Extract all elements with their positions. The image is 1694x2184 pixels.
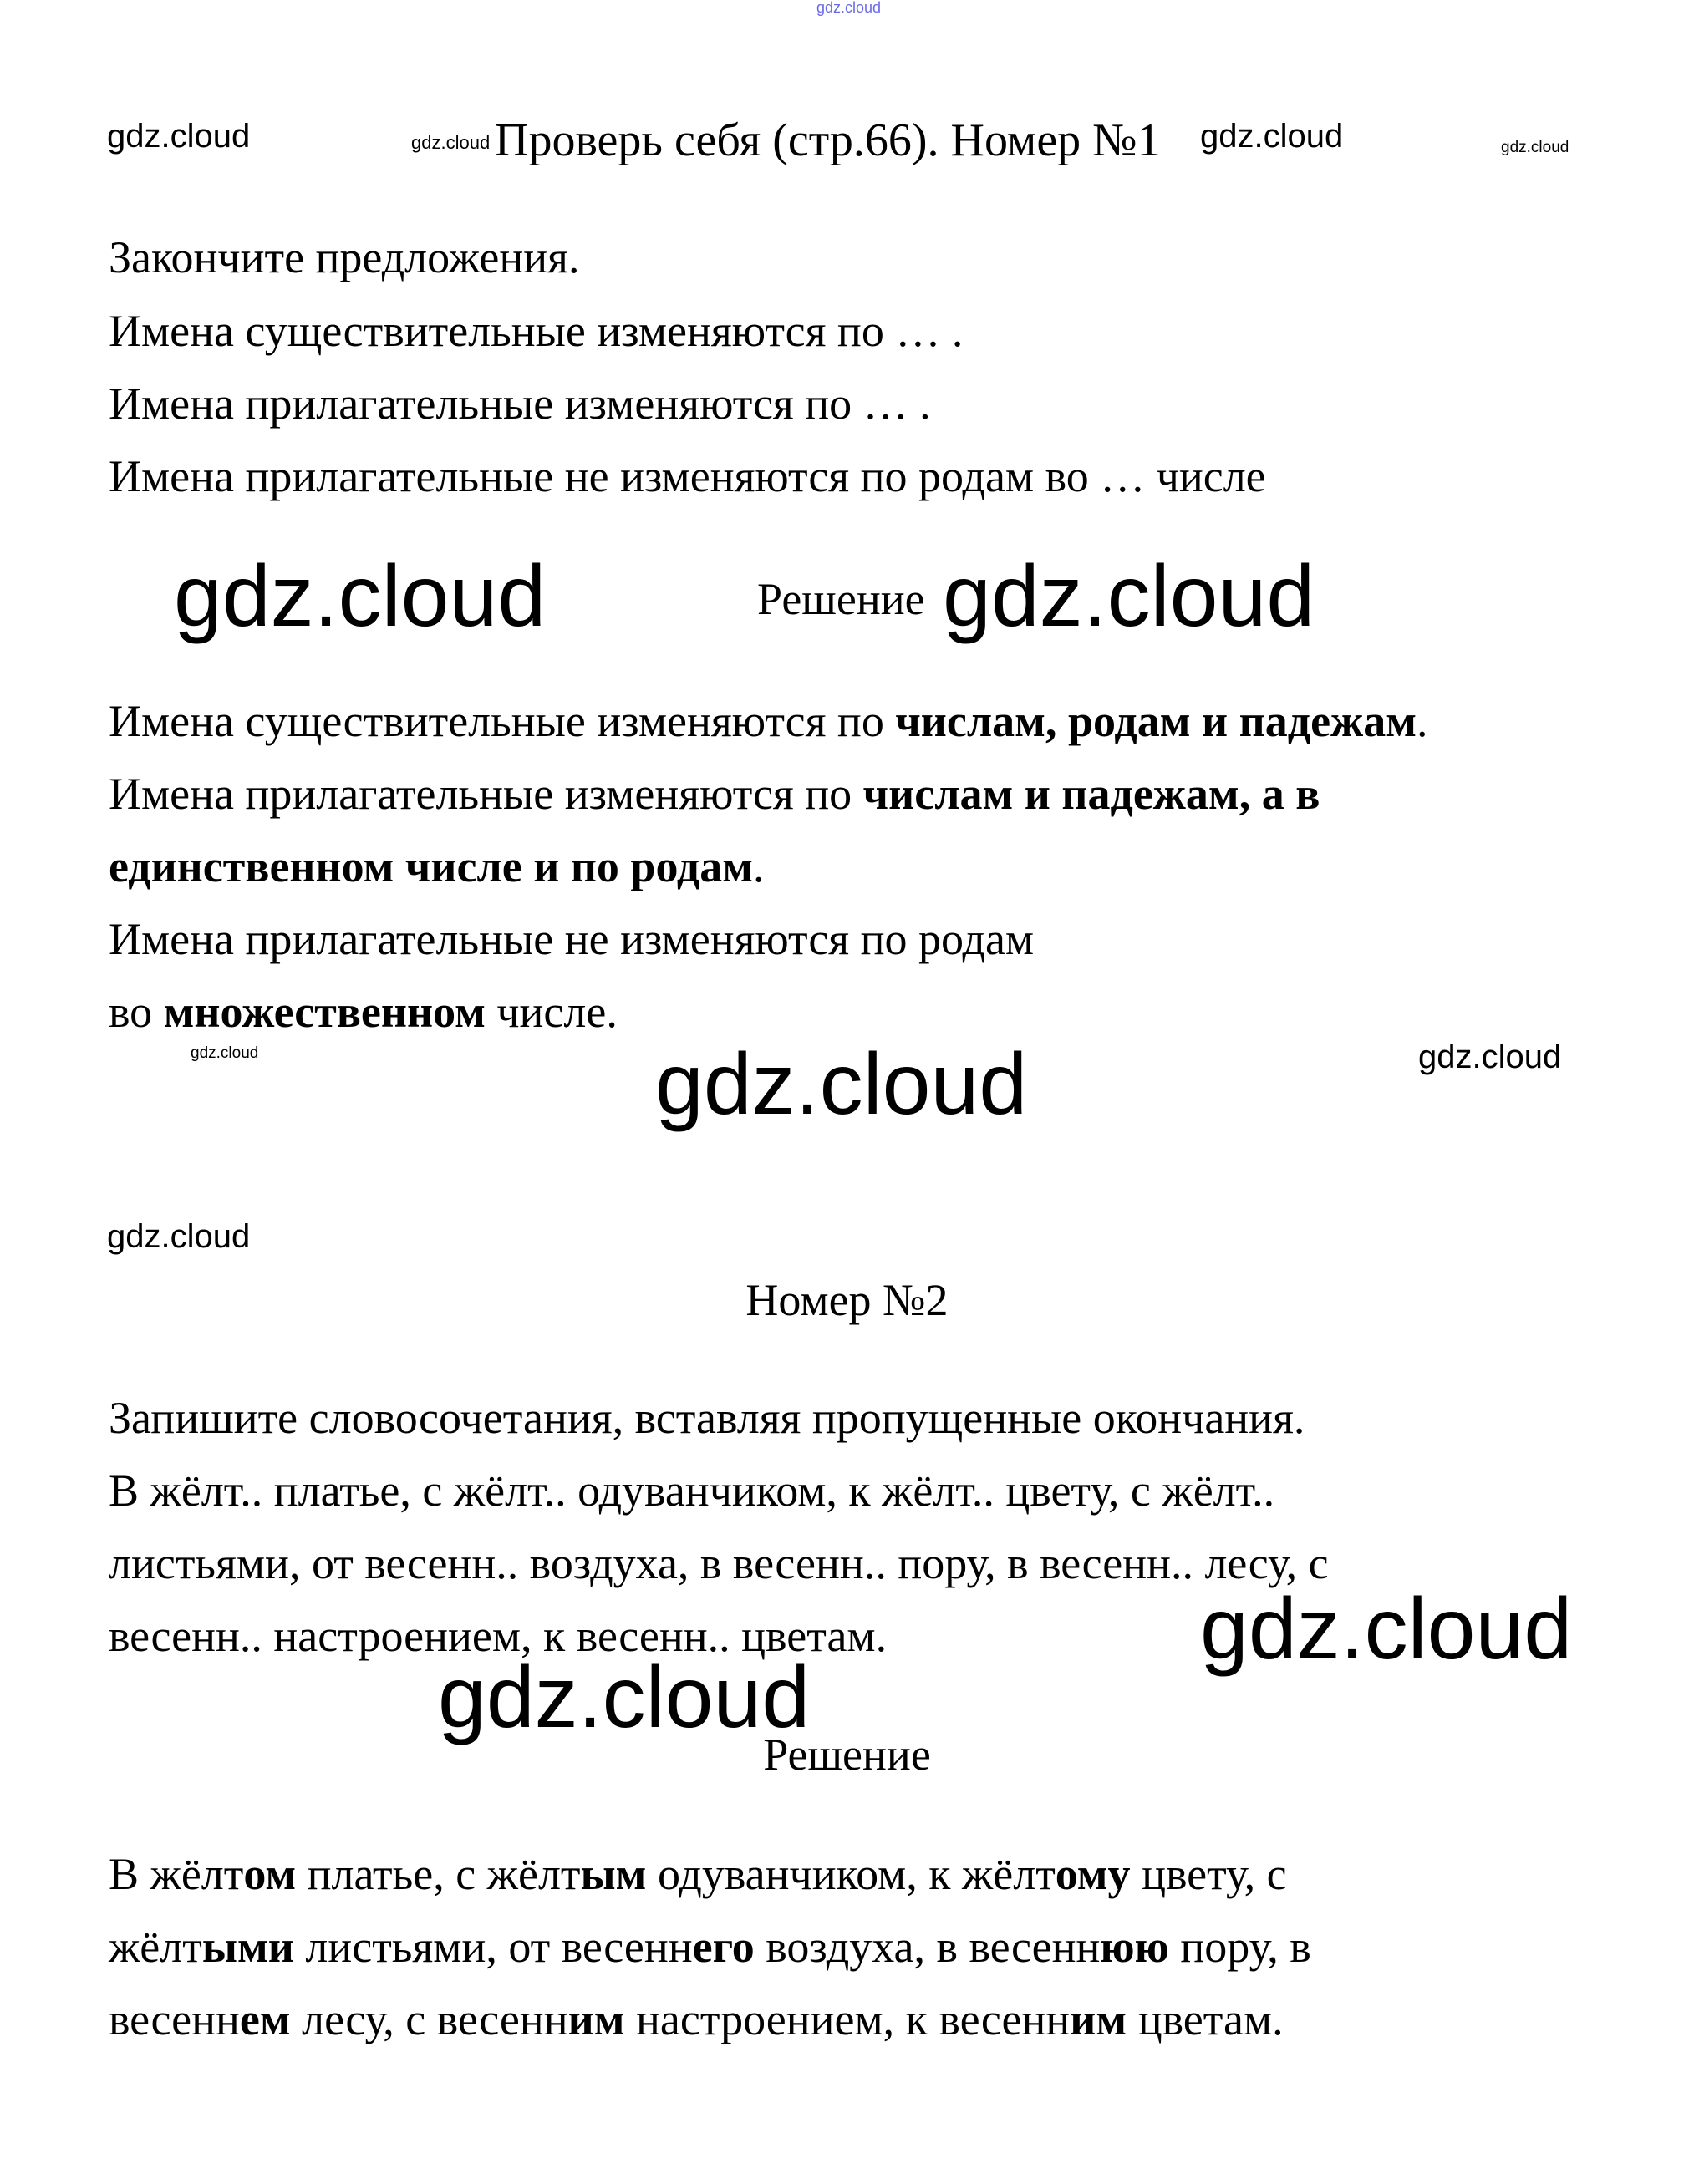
answer-text: одуванчиком, к жёлт xyxy=(646,1849,1056,1899)
task1-answer-line xyxy=(109,694,1427,748)
task2-prompt: Запишите словосочетания, вставляя пропущенные окончания. xyxy=(109,1393,1305,1443)
task2-line: весенн.. настроением, к весенн.. цветам. xyxy=(109,1611,888,1661)
task1-line: Имена существительные изменяются по … . xyxy=(109,306,964,356)
watermark: gdz.cloud xyxy=(191,1044,259,1062)
task2-answer-line xyxy=(109,1847,1287,1901)
task2-line: В жёлт.. платье, с жёлт.. одуванчиком, к жёлт.. цвету, с жёлт.. xyxy=(109,1465,1275,1516)
watermark: gdz.cloud xyxy=(655,1036,1028,1133)
watermark: gdz.cloud xyxy=(438,1649,811,1746)
answer-text: платье, с жёлт xyxy=(296,1849,581,1899)
answer-text: . xyxy=(753,841,765,891)
answer-text: настроением, к весенн xyxy=(624,1994,1071,2044)
answer-text: . xyxy=(1416,696,1428,746)
answer-ending: им xyxy=(567,1994,625,2044)
watermark: gdz.cloud xyxy=(107,118,251,155)
answer-bold: единственном числе и по родам xyxy=(109,841,754,891)
task1-answer-line xyxy=(109,985,618,1039)
answer-bold: числам и падежам, а в xyxy=(862,769,1320,819)
answer-ending: ому xyxy=(1055,1849,1131,1899)
task2-solution-heading: Решение xyxy=(763,1729,931,1780)
task1-answer-line xyxy=(109,912,1034,966)
answer-bold: числам, родам и падежам xyxy=(895,696,1417,746)
task2-answer-line xyxy=(109,1993,1284,2046)
task1-line: Имена прилагательные не изменяются по родам во … числе xyxy=(109,451,1266,501)
watermark: gdz.cloud xyxy=(1200,118,1344,155)
answer-ending: им xyxy=(1070,1994,1127,2044)
task1-line: Имена прилагательные изменяются по … . xyxy=(109,378,931,429)
answer-text: Имена прилагательные не изменяются по родам xyxy=(109,914,1035,964)
answer-text: жёлт xyxy=(109,1922,202,1972)
answer-text: во xyxy=(109,987,164,1037)
answer-text: лесу, с весенн xyxy=(290,1994,568,2044)
watermark: gdz.cloud xyxy=(943,548,1315,645)
answer-ending: его xyxy=(692,1922,755,1972)
task1-answer-line xyxy=(109,840,765,893)
answer-text: воздуха, в весенн xyxy=(754,1922,1101,1972)
answer-ending: ем xyxy=(239,1994,291,2044)
answer-text: В жёлт xyxy=(109,1849,244,1899)
answer-text: весенн xyxy=(109,1994,240,2044)
answer-text: Имена существительные изменяются по xyxy=(109,696,896,746)
watermark: gdz.cloud xyxy=(1501,139,1569,156)
answer-text: пору, в xyxy=(1168,1922,1311,1972)
task1-solution-heading: Решение xyxy=(757,574,925,624)
watermark: gdz.cloud xyxy=(1200,1581,1573,1678)
task1-prompt: Закончите предложения. xyxy=(109,232,580,282)
task2-answer-line xyxy=(109,1920,1311,1973)
answer-text: цвету, с xyxy=(1130,1849,1287,1899)
task2-line: листьями, от весенн.. воздуха, в весенн.. пору, в весенн.. лесу, с xyxy=(109,1538,1329,1588)
answer-ending: ыми xyxy=(201,1922,294,1972)
answer-text: числе. xyxy=(485,987,618,1037)
answer-text: Имена прилагательные изменяются по xyxy=(109,769,863,819)
watermark: gdz.cloud xyxy=(107,1218,251,1255)
watermark: gdz.cloud xyxy=(1418,1039,1562,1075)
watermark: gdz.cloud xyxy=(411,132,491,153)
watermark: gdz.cloud xyxy=(174,548,547,645)
task2-title: Номер №2 xyxy=(745,1275,949,1325)
answer-ending: ом xyxy=(243,1849,297,1899)
answer-bold: множественном xyxy=(163,987,486,1037)
answer-ending: юю xyxy=(1100,1922,1169,1972)
answer-ending: ым xyxy=(580,1849,647,1899)
answer-text: листьями, от весенн xyxy=(293,1922,693,1972)
watermark: gdz.cloud xyxy=(816,0,882,16)
task1-title: Проверь себя (стр.66). Номер №1 xyxy=(495,114,1161,166)
answer-text: цветам. xyxy=(1127,1994,1284,2044)
task1-answer-line xyxy=(109,767,1320,820)
